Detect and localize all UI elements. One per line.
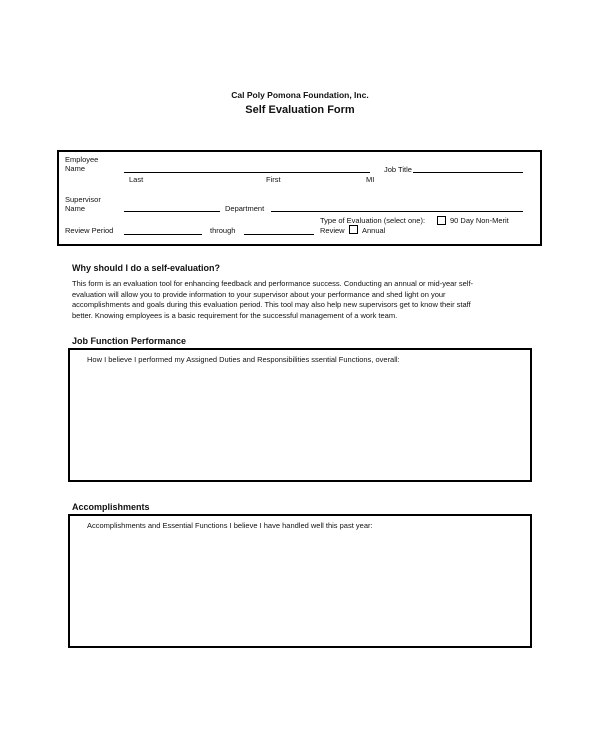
employee-name-label: Name [65,164,86,173]
job-function-heading: Job Function Performance [72,336,187,346]
department-field[interactable] [271,211,523,212]
why-paragraph [72,279,542,321]
employee-label: Employee [65,155,99,164]
first-name-sublabel: First [266,175,281,184]
through-label: through [210,226,236,235]
review-period-label: Review Period [65,226,114,235]
why-line-4: better. Knowing employees is a basic requirement for the successful management of a work team. [72,310,398,320]
job-title-field[interactable] [413,172,523,173]
annual-checkbox[interactable] [349,225,358,234]
why-line-1: This form is an evaluation tool for enhancing feedback and performance success. Conducting an annual or mid-year self- [72,279,474,288]
supervisor-name-field[interactable] [124,211,220,212]
supervisor-name-label: Name [65,204,86,213]
employee-name-field[interactable] [124,172,370,173]
accomplishments-textarea[interactable] [68,514,532,648]
last-name-sublabel: Last [129,175,144,184]
supervisor-label: Supervisor [65,195,101,204]
accomplishments-heading: Accomplishments [72,502,150,512]
form-title: Self Evaluation Form [245,104,355,116]
department-label: Department [225,204,265,213]
job-function-textarea[interactable] [68,348,532,482]
why-line-3: accomplishments and goals during this evaluation period. This tool may also help new supervisors get to know their staff [72,300,471,310]
why-heading: Why should I do a self-evaluation? [72,263,221,273]
review-label: Review [320,226,345,235]
evaluation-type-label: Type of Evaluation (select one): [320,216,426,225]
job-function-prompt: How I believe I performed my Assigned Duties and Responsibilities ssential Functions, overall: [87,355,400,364]
middle-initial-sublabel: MI [366,175,375,184]
review-period-end-field[interactable] [244,234,314,235]
annual-option-label: Annual [362,226,386,235]
why-line-2: evaluation will allow you to provide information to your supervisor about your performance and shed light on your [72,289,446,299]
accomplishments-prompt: Accomplishments and Essential Functions I believe I have handled well this past year: [87,521,373,530]
ninety-day-option-label: 90 Day Non-Merit [450,216,509,225]
employee-info-box [57,150,542,246]
organization-name: Cal Poly Pomona Foundation, Inc. [231,90,369,100]
ninety-day-checkbox[interactable] [437,216,446,225]
review-period-start-field[interactable] [124,234,202,235]
job-title-label: Job Title [384,165,412,174]
